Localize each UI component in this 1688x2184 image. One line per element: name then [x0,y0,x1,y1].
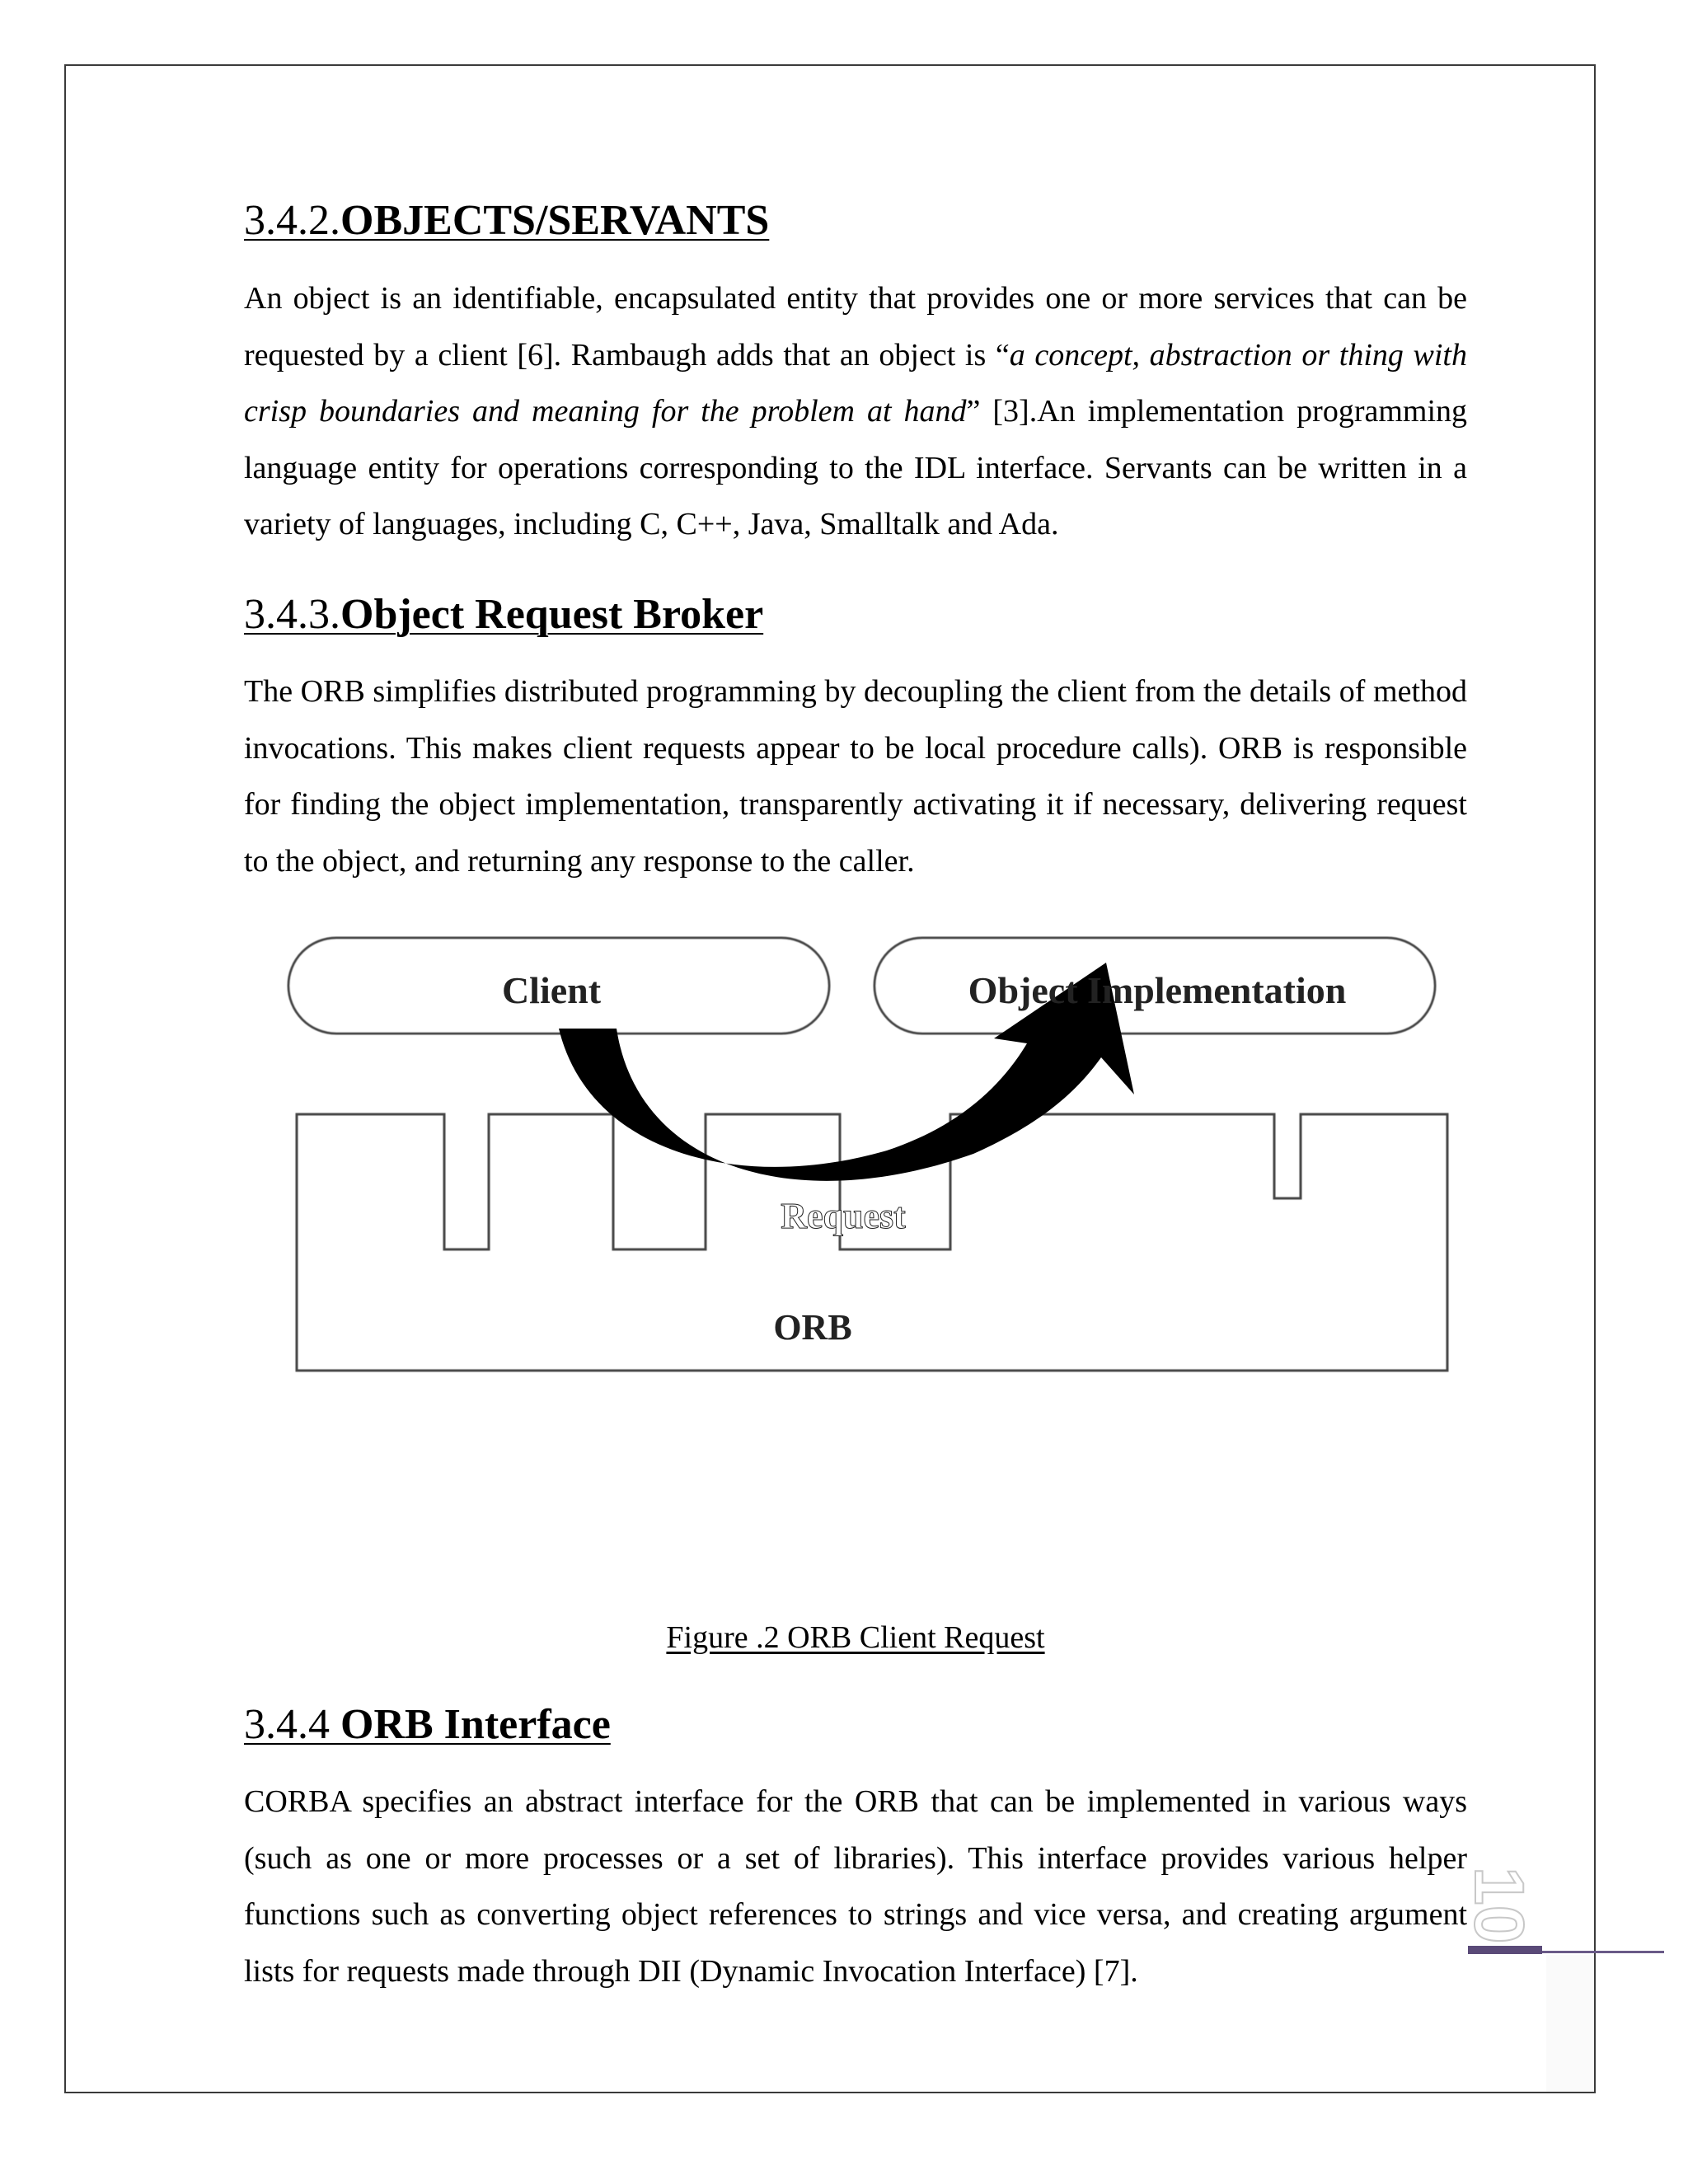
figure-caption: Figure .2 ORB Client Request [666,1620,1045,1655]
request-label: Request [781,1196,906,1236]
paragraph-orb-interface: CORBA specifies an abstract interface for the ORB that can be implemented in various ways (such as one or more processes or a set of libraries). This interface provides various helper functions such as converting object references to strings and vice versa, and creating argument lists for requests made through DII (Dynamic Invocation Interface) [7]. [244,1784,1467,1989]
section-heading-objects-servants [244,190,769,252]
page-corner-shade [1546,1955,1594,2092]
client-label: Client [501,969,602,1011]
section-title: OBJECTS/SERVANTS [340,197,770,244]
object-implementation-label: Object Implementation [968,969,1347,1011]
section-number: 3.4.3. [244,591,340,638]
paragraph-text: An object is an identifiable, encapsulated entity that provides one or more services that can be requested by a client [6]. Rambaugh adds that an object is “ [244,281,1467,373]
section-title: Object Request Broker [340,591,764,638]
section-title: ORB Interface [340,1701,611,1748]
page-number-rule [1468,1946,1542,1954]
paragraph-text: ” [3].An implementation programming language entity for operations corresponding to the IDL interface. Servants can be written in a variety of languages, including C, C++, Java, Smalltalk and Ada. [244,394,1468,541]
orb-box [297,1114,1447,1371]
section-heading-orb [244,583,763,646]
page-number: 10 [1461,1867,1538,1944]
page-number-rule-line [1542,1951,1664,1953]
orb-client-request-figure [277,930,1456,1391]
paragraph-orb: The ORB simplifies distributed programming by decoupling the client from the details of method invocations. This makes client requests appear to be local procedure calls). ORB is responsible for finding the object implementation, transparently activating it if necessary, delivering request to the object, and returning any response to the caller. [244,674,1467,879]
section-number: 3.4.4 [244,1701,340,1748]
section-heading-orb-interface [244,1694,611,1756]
orb-label: ORB [773,1307,852,1347]
paragraph-objects-servants [244,270,1467,553]
section-number: 3.4.2. [244,197,340,244]
quoted-definition: a concept, abstraction or thing with crisp boundaries and meaning for the problem at hand [244,337,1467,429]
